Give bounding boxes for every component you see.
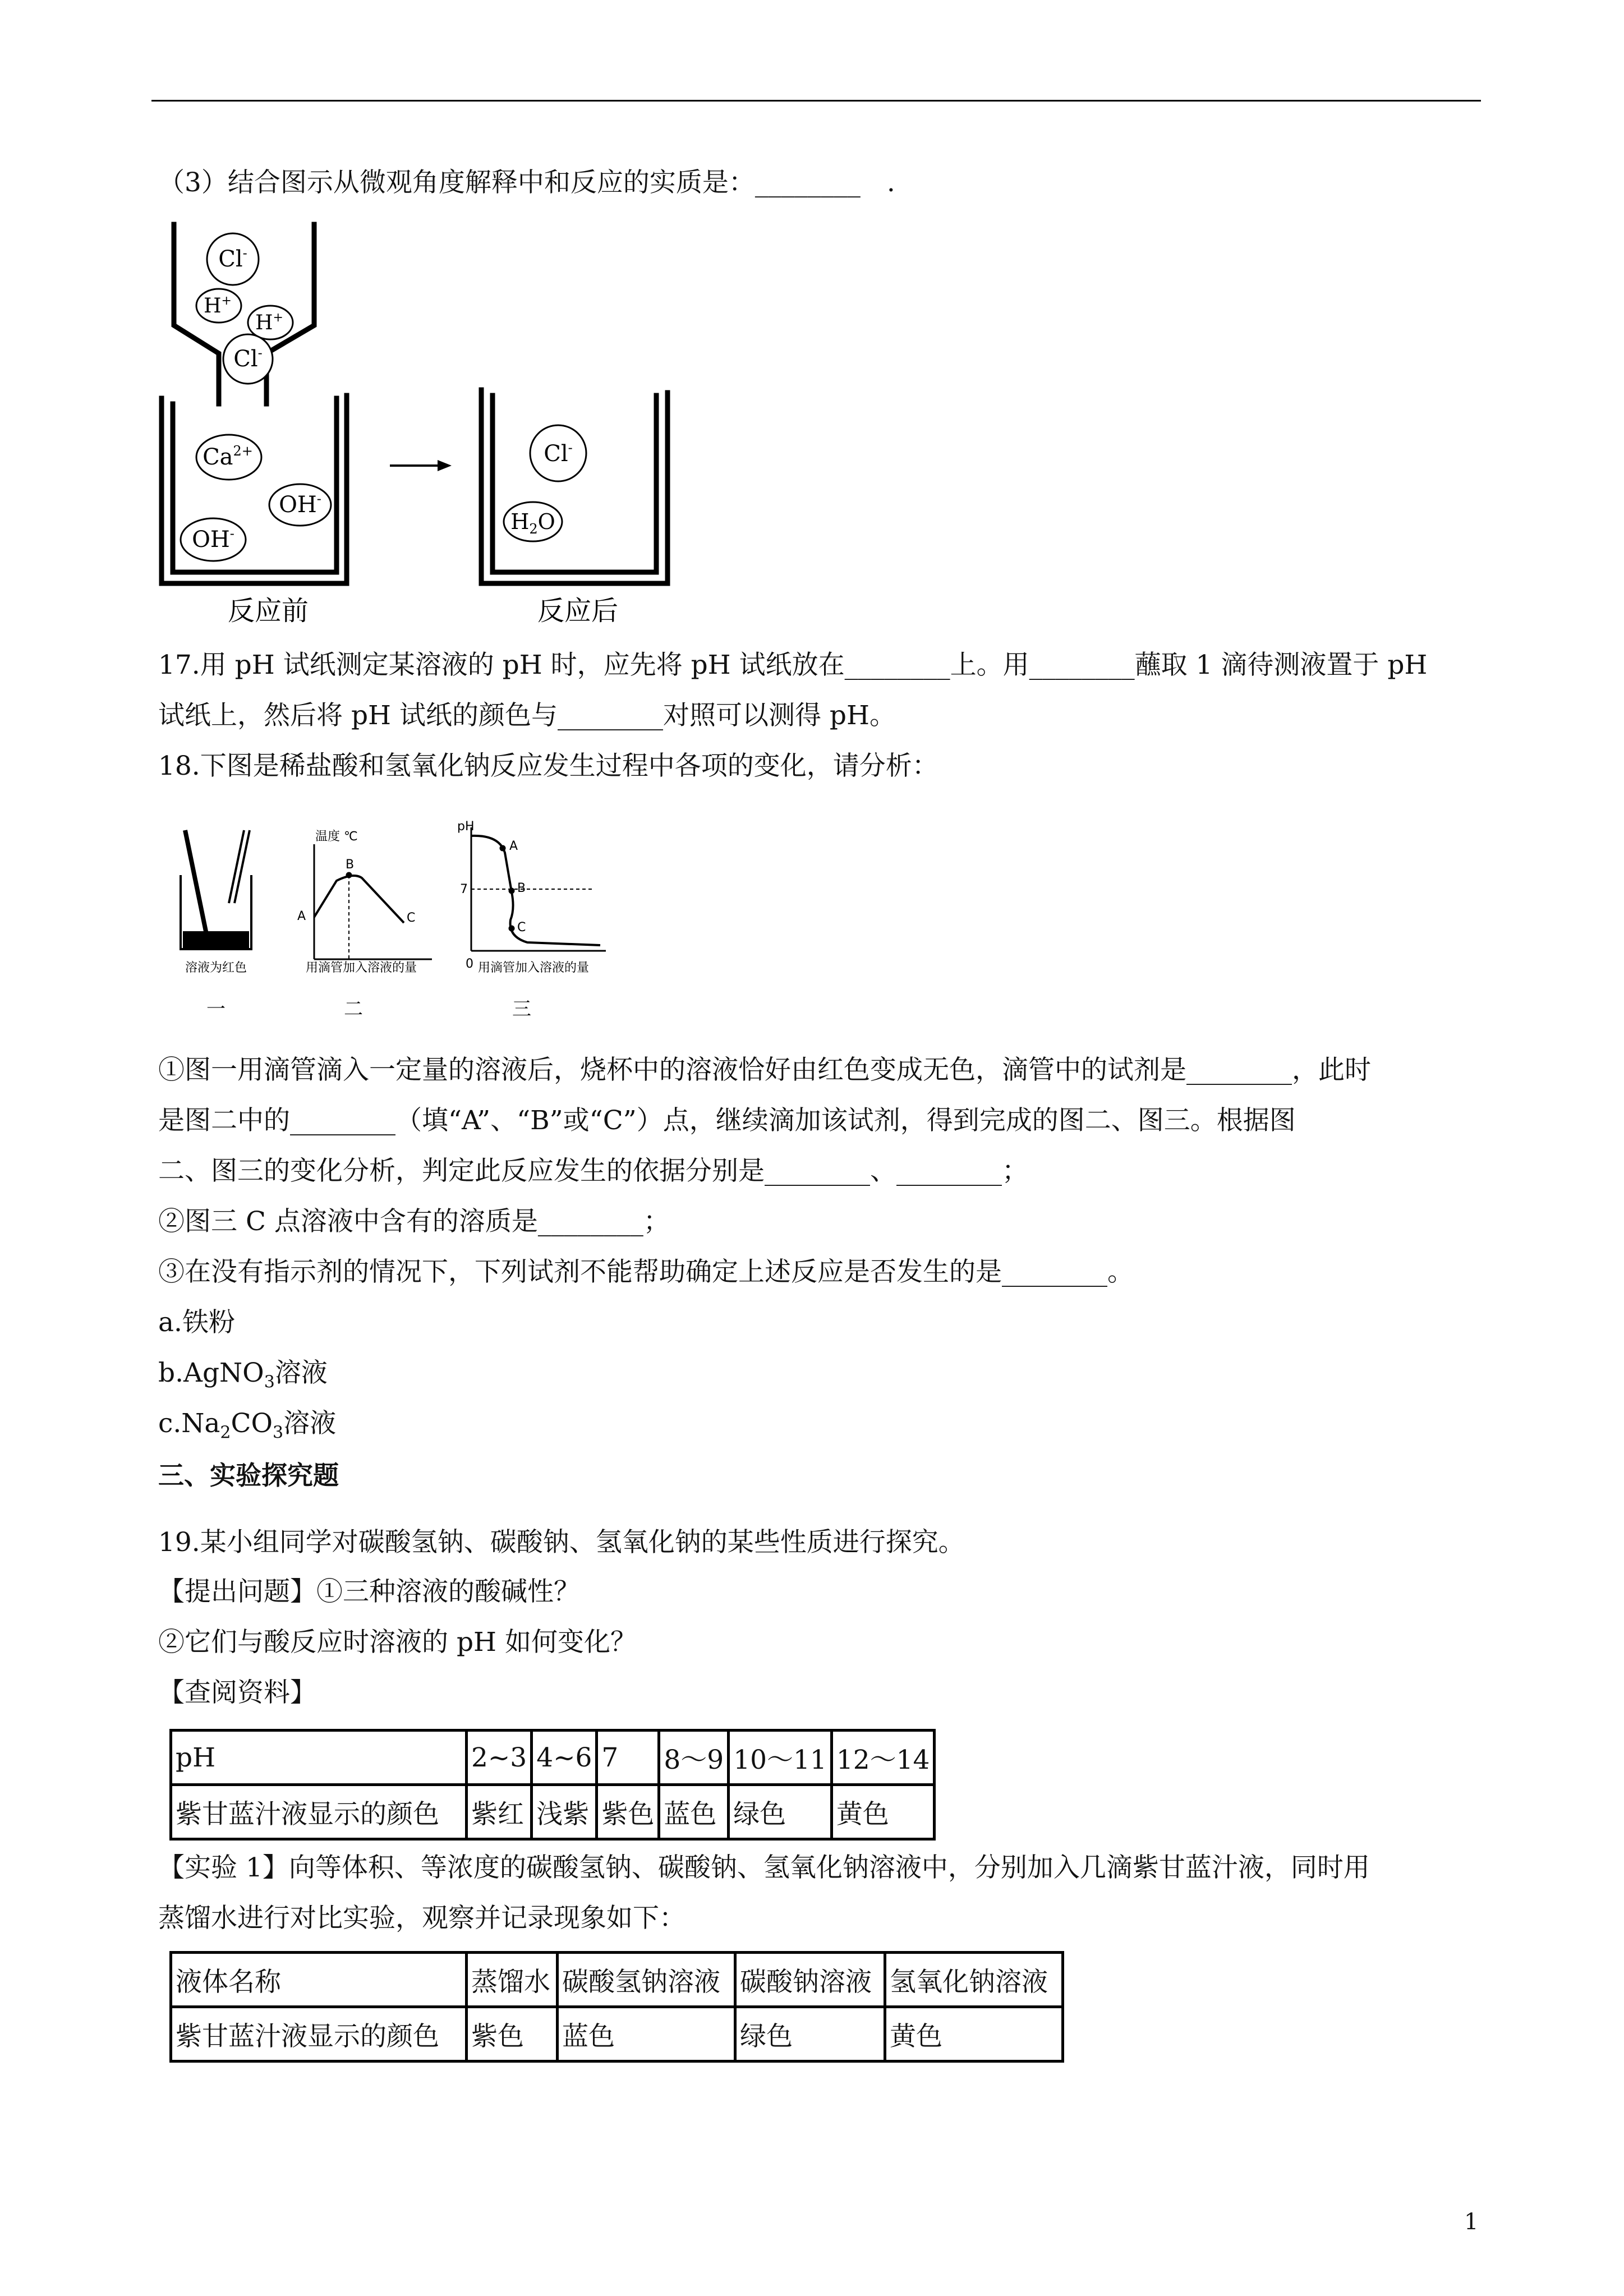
- point-b-two: B: [346, 858, 355, 872]
- option-b: b.AgNO$_3$溶液: [158, 1358, 328, 1392]
- ion-oh-2: OH-: [192, 526, 234, 553]
- table-cell: 黄色: [885, 2007, 1063, 2062]
- section-heading: 三、实验探究题: [158, 1460, 339, 1490]
- q19-lookup: 【查阅资料】: [158, 1677, 316, 1708]
- molecule-h2o: $H_2O$: [510, 509, 555, 537]
- table-cell: 12～14: [831, 1731, 935, 1785]
- numeral-three: 三: [512, 998, 531, 1020]
- point-c-two: C: [407, 911, 416, 925]
- label-after: 反应后: [537, 595, 619, 627]
- figure-one: [181, 830, 251, 949]
- page-number: 1: [1464, 2209, 1479, 2235]
- caption-three: 用滴管加入溶液的量: [478, 961, 590, 975]
- table-cell: 2~3: [467, 1731, 532, 1785]
- q16-part3-text: （3）结合图示从微观角度解释中和反应的实质是：________ .: [158, 167, 895, 198]
- table-cell: 紫甘蓝汁液显示的颜色: [171, 1785, 467, 1839]
- table-cell: 紫色: [467, 2007, 558, 2062]
- q19-exp1-line1: 【实验 1】向等体积、等浓度的碳酸氢钠、碳酸钠、氢氧化钠溶液中，分别加入几滴紫甘蓝汁液，同时用: [158, 1852, 1370, 1883]
- table-cell: 碳酸钠溶液: [735, 1953, 885, 2007]
- q19-exp1-line2: 蒸馏水进行对比实验，观察并记录现象如下：: [158, 1903, 686, 1934]
- q18-part3: ③在没有指示剂的情况下，下列试剂不能帮助确定上述反应是否发生的是________。: [158, 1257, 1134, 1287]
- arrow-icon: [390, 460, 452, 471]
- table-row: [171, 2007, 1063, 2062]
- table-cell: pH: [171, 1731, 467, 1785]
- table-row: [171, 1953, 1063, 2007]
- table-cell: 碳酸氢钠溶液: [558, 1953, 735, 2007]
- tick-seven: 7: [460, 882, 468, 896]
- option-c: $c.Na_2CO_3$溶液: [158, 1408, 337, 1443]
- table-cell: 氢氧化钠溶液: [885, 1953, 1063, 2007]
- ion-cl-after: Cl-: [544, 440, 573, 467]
- table-cell: 紫红: [467, 1785, 532, 1839]
- q18-part1-line2: 是图二中的________（填“A”、“B”或“C”）点，继续滴加该试剂，得到完成的图二、图三。根据图: [158, 1105, 1296, 1136]
- ion-h-1: H+: [204, 294, 232, 318]
- q18-part1-line1: ①图一用滴管滴入一定量的溶液后，烧杯中的溶液恰好由红色变成无色，滴管中的试剂是________，此时: [158, 1055, 1371, 1085]
- ion-cl-1: Cl-: [218, 245, 247, 272]
- point-a-three: A: [509, 839, 518, 853]
- numeral-two: 二: [344, 998, 363, 1020]
- ion-h-2: H+: [255, 311, 283, 334]
- point-a-two: A: [297, 909, 306, 923]
- q18-part1-line3: 二、图三的变化分析，判定此反应发生的依据分别是________、________；: [158, 1156, 1028, 1186]
- table-cell: 液体名称: [171, 1953, 467, 2007]
- origin-zero: 0: [466, 957, 473, 971]
- option-a: a.铁粉: [158, 1307, 235, 1338]
- table-cell: 蓝色: [659, 1785, 729, 1839]
- ion-cl-2: Cl-: [233, 345, 263, 372]
- point-c-three: C: [517, 921, 526, 935]
- caption-one: 溶液为红色: [185, 961, 247, 975]
- ion-ca: $Ca^{2+}$: [203, 443, 253, 470]
- caption-two: 用滴管加入溶液的量: [306, 961, 417, 975]
- figure-three: [471, 827, 606, 951]
- table-cell: 4~6: [532, 1731, 597, 1785]
- table-cell: 紫甘蓝汁液显示的颜色: [171, 2007, 467, 2062]
- three-figures: [168, 819, 662, 1027]
- table-cell: 蓝色: [558, 2007, 735, 2062]
- point-b-three: B: [517, 881, 526, 895]
- table-cell: 黄色: [831, 1785, 935, 1839]
- header-rule: [151, 100, 1481, 102]
- beaker-after: [481, 390, 668, 583]
- q18-intro: 18.下图是稀盐酸和氢氧化钠反应发生过程中各项的变化，请分析：: [158, 751, 938, 781]
- q19-intro: 19.某小组同学对碳酸氢钠、碳酸钠、氢氧化钠的某些性质进行探究。: [158, 1527, 965, 1558]
- q19-problem2: ②它们与酸反应时溶液的 pH 如何变化？: [158, 1627, 637, 1658]
- table-cell: 浅紫: [532, 1785, 597, 1839]
- ylabel-two: 温度 ℃: [315, 830, 358, 844]
- ion-oh-1: OH-: [279, 491, 321, 518]
- q17-line1: 17.用 pH 试纸测定某溶液的 pH 时，应先将 pH 试纸放在________上。用________蘸取 1 滴待测液置于 pH: [158, 650, 1428, 680]
- q18-part2: ②图三 C 点溶液中含有的溶质是________；: [158, 1206, 670, 1237]
- numeral-one: 一: [206, 998, 226, 1020]
- ph-color-table: [169, 1729, 936, 1841]
- table-cell: 10～11: [729, 1731, 832, 1785]
- table-cell: 绿色: [729, 1785, 832, 1839]
- table-row: [171, 1785, 935, 1839]
- table-cell: 蒸馏水: [467, 1953, 558, 2007]
- table-row: [171, 1731, 935, 1785]
- experiment-table: [169, 1951, 1064, 2063]
- table-cell: 7: [597, 1731, 659, 1785]
- figure-two: [314, 844, 432, 959]
- table-cell: 绿色: [735, 2007, 885, 2062]
- q19-problem1: 【提出问题】①三种溶液的酸碱性？: [158, 1576, 580, 1607]
- q17-line2: 试纸上，然后将 pH 试纸的颜色与________对照可以测得 pH。: [158, 700, 896, 731]
- reaction-figure: [151, 219, 684, 628]
- ylabel-three: pH: [457, 820, 475, 834]
- table-cell: 8～9: [659, 1731, 729, 1785]
- label-before: 反应前: [227, 595, 309, 627]
- table-cell: 紫色: [597, 1785, 659, 1839]
